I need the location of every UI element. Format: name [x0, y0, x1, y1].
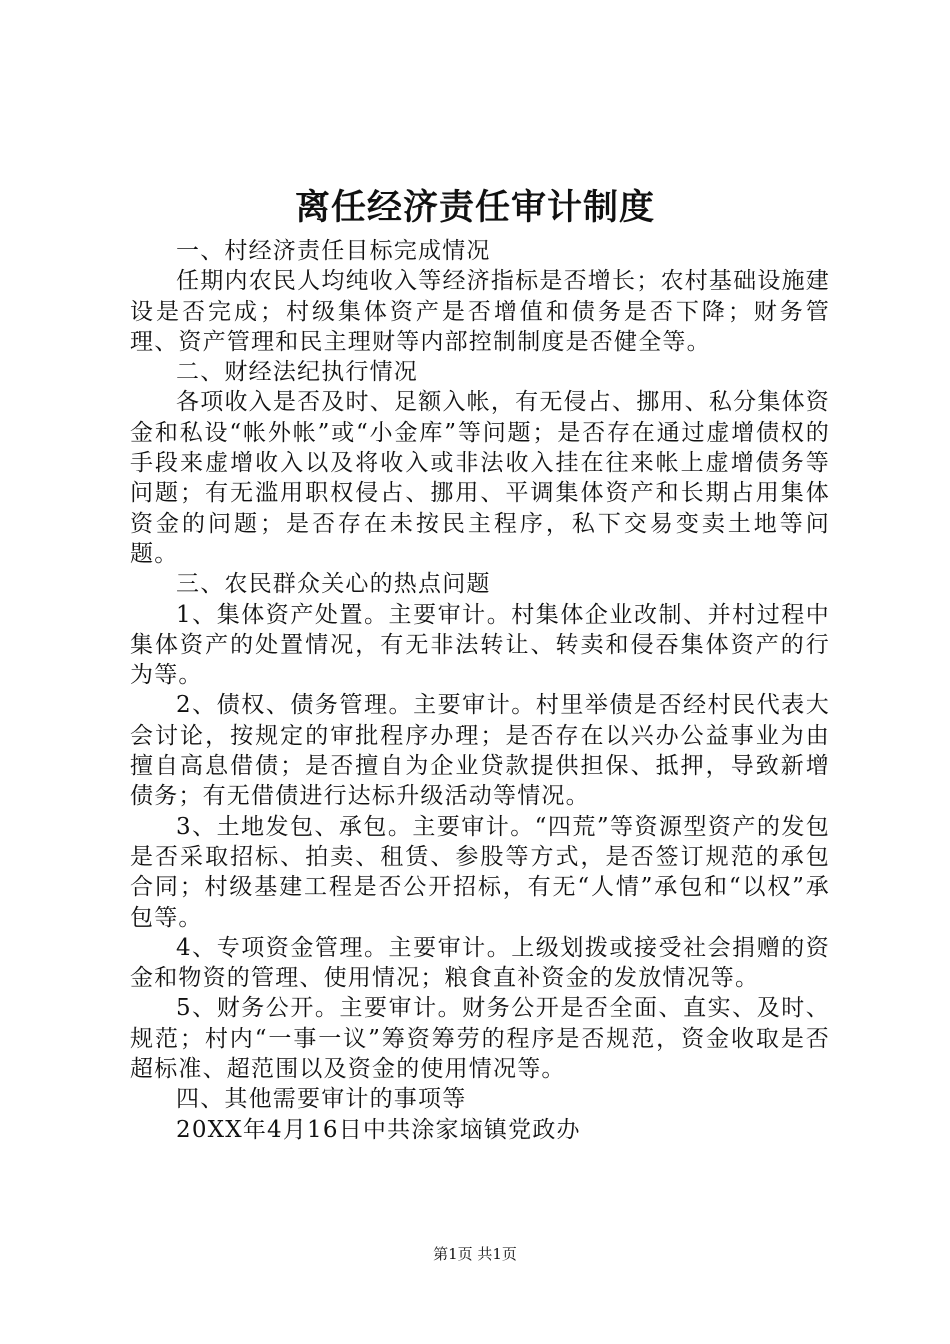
- paragraph: 4、专项资金管理。主要审计。上级划拨或接受社会捐赠的资金和物资的管理、使用情况；粮食直补资金的发放情况等。: [130, 934, 830, 992]
- section-heading-3: 三、农民群众关心的热点问题: [176, 571, 491, 598]
- paragraph: 2、债权、债务管理。主要审计。村里举债是否经村民代表大会讨论，按规定的审批程序办理；是否存在以兴办公益事业为由擅自高息借债；是否擅自为企业贷款提供担保、抵押，导致新增债务；有无借债进行达标升级活动等情况。: [130, 692, 830, 810]
- section-heading-2: 二、财经法纪执行情况: [176, 359, 418, 386]
- document-title: 离任经济责任审计制度: [294, 187, 655, 228]
- section-heading-1: 一、村经济责任目标完成情况: [176, 238, 491, 264]
- paragraph: 1、集体资产处置。主要审计。村集体企业改制、并村过程中集体资产的处置情况，有无非法转让、转卖和侵吞集体资产的行为等。: [130, 601, 830, 689]
- signature-line: 20XX年4月16日中共涂家垴镇党政办: [176, 1116, 581, 1143]
- paragraph: 5、财务公开。主要审计。财务公开是否全面、直实、及时、规范；村内“一事一议”筹资筹劳的程序是否规范，资金收取是否超标准、超范围以及资金的使用情况等。: [130, 995, 830, 1083]
- document-body: [130, 236, 830, 1145]
- paragraph: 3、土地发包、承包。主要审计。“四荒”等资源型资产的发包是否采取招标、拍卖、租赁、参股等方式，是否签订规范的承包合同；村级基建工程是否公开招标，有无“人情”承包和“以权”承包等。: [130, 813, 830, 931]
- paragraph: 各项收入是否及时、足额入帐，有无侵占、挪用、私分集体资金和私设“帐外帐”或“小金库”等问题；是否存在通过虚增债权的手段来虚增收入以及将收入或非法收入挂在往来帐上虚增债务等问题；有无滥用职权侵占、挪用、平调集体资产和长期占用集体资金的问题；是否存在未按民主程序，私下交易变卖土地等问题。: [130, 389, 830, 567]
- page-footer: 第1页 共1页: [433, 1245, 517, 1263]
- paragraph: 任期内农民人均纯收入等经济指标是否增长；农村基础设施建设是否完成；村级集体资产是否增值和债务是否下降；财务管理、资产管理和民主理财等内部控制制度是否健全等。: [130, 268, 830, 355]
- section-heading-4: 四、其他需要审计的事项等: [176, 1086, 467, 1113]
